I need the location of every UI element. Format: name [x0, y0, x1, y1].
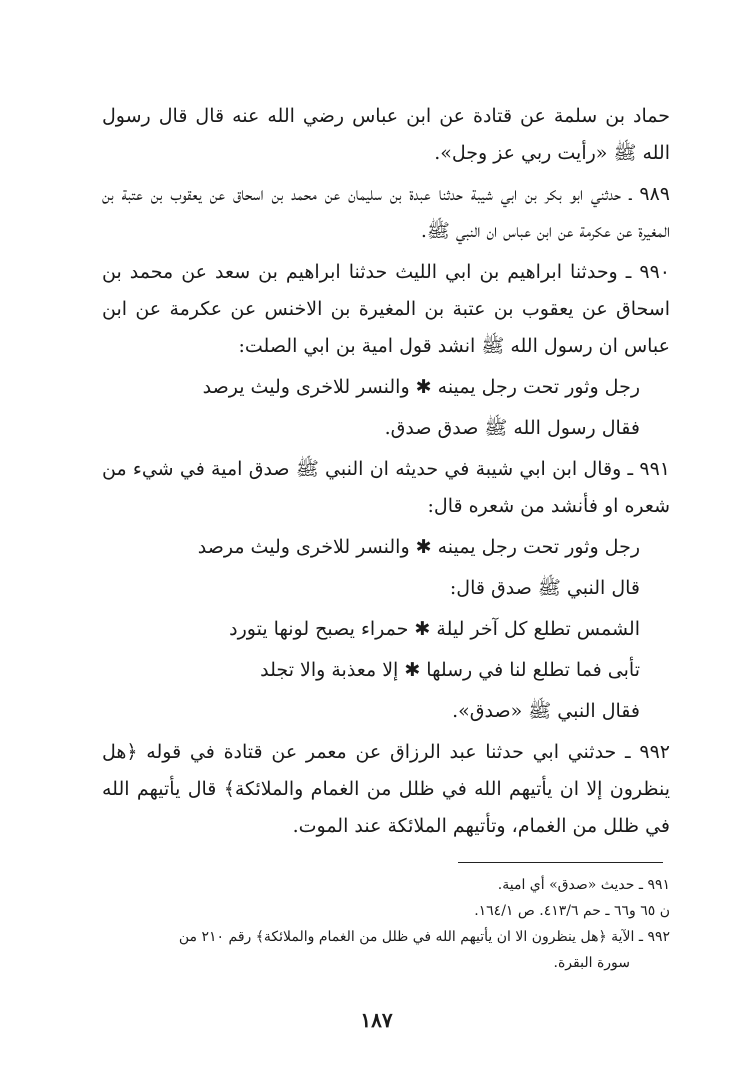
hadith-992: ٩٩٢ ـ حدثني ابي حدثنا عبد الرزاق عن معمر عن قتادة في قوله ﴿هل ينظرون إلا ان يأتيهم الله في ظلل من الغمام والملائكة﴾ قال يأتيهم الله في ظلل من الغمام، وتأتيهم الملائكة عند الموت.	[102, 741, 670, 837]
footnotes	[102, 872, 670, 976]
poem-verse-3: الشمس تطلع كل آخر ليلة ✱ حمراء يصبح لونها يتورد	[229, 618, 640, 640]
footnote-references: ن ٦٥ و٦٦ ـ حم ٤١٣/٦. ص ١٦٤/١.	[474, 903, 670, 919]
poem-verse-2: رجل وثور تحت رجل يمينه ✱ والنسر للاخرى وليث مرصد	[197, 536, 640, 558]
poem-verse-4: تأبى فما تطلع لنا في رسلها ✱ إلا معذبة والا تجلد	[260, 659, 640, 681]
main-text	[102, 98, 670, 849]
footnote-992-continued: سورة البقرة.	[553, 955, 630, 971]
prophet-saying-3: فقال النبي ﷺ «صدق».	[452, 700, 640, 722]
footnote-991: ٩٩١ ـ حديث «صدق» أي امية.	[497, 877, 670, 893]
prophet-saying-2: قال النبي ﷺ صدق قال:	[449, 577, 640, 599]
paragraph-hammad: حماد بن سلمة عن قتادة عن ابن عباس رضي الله عنه قال قال رسول الله ﷺ «رأيت ربي عز وجل».	[102, 105, 670, 164]
page-number: ١٨٧	[360, 1008, 393, 1032]
footnote-992: ٩٩٢ ـ الآية ﴿هل ينظرون الا ان يأتيهم الله في ظلل من الغمام والملائكة﴾ رقم ٢١٠ من	[178, 929, 670, 945]
hadith-991: ٩٩١ ـ وقال ابن ابي شيبة في حديثه ان النبي ﷺ صدق امية في شيء من شعره او فأنشد من شعره قال:	[102, 458, 670, 517]
hadith-990: ٩٩٠ ـ وحدثنا ابراهيم بن ابي الليث حدثنا ابراهيم بن سعد عن محمد بن اسحاق عن يعقوب بن عتبة بن المغيرة بن الاخنس عن عكرمة عن ابن عباس ان رسول الله ﷺ انشد قول امية بن ابي الصلت:	[102, 261, 670, 357]
poem-verse-1: رجل وثور تحت رجل يمينه ✱ والنسر للاخرى وليث يرصد	[202, 376, 640, 398]
footnote-divider	[458, 862, 663, 863]
hadith-989: ٩٨٩ ـ حدثني ابو بكر بن ابي شيبة حدثنا عبدة بن سليمان عن محمد بن اسحاق عن يعقوب بن عتبة بن المغيرة عن عكرمة عن ابن عباس ان النبي ﷺ.	[102, 183, 670, 242]
prophet-saying-1: فقال رسول الله ﷺ صدق صدق.	[384, 417, 640, 439]
